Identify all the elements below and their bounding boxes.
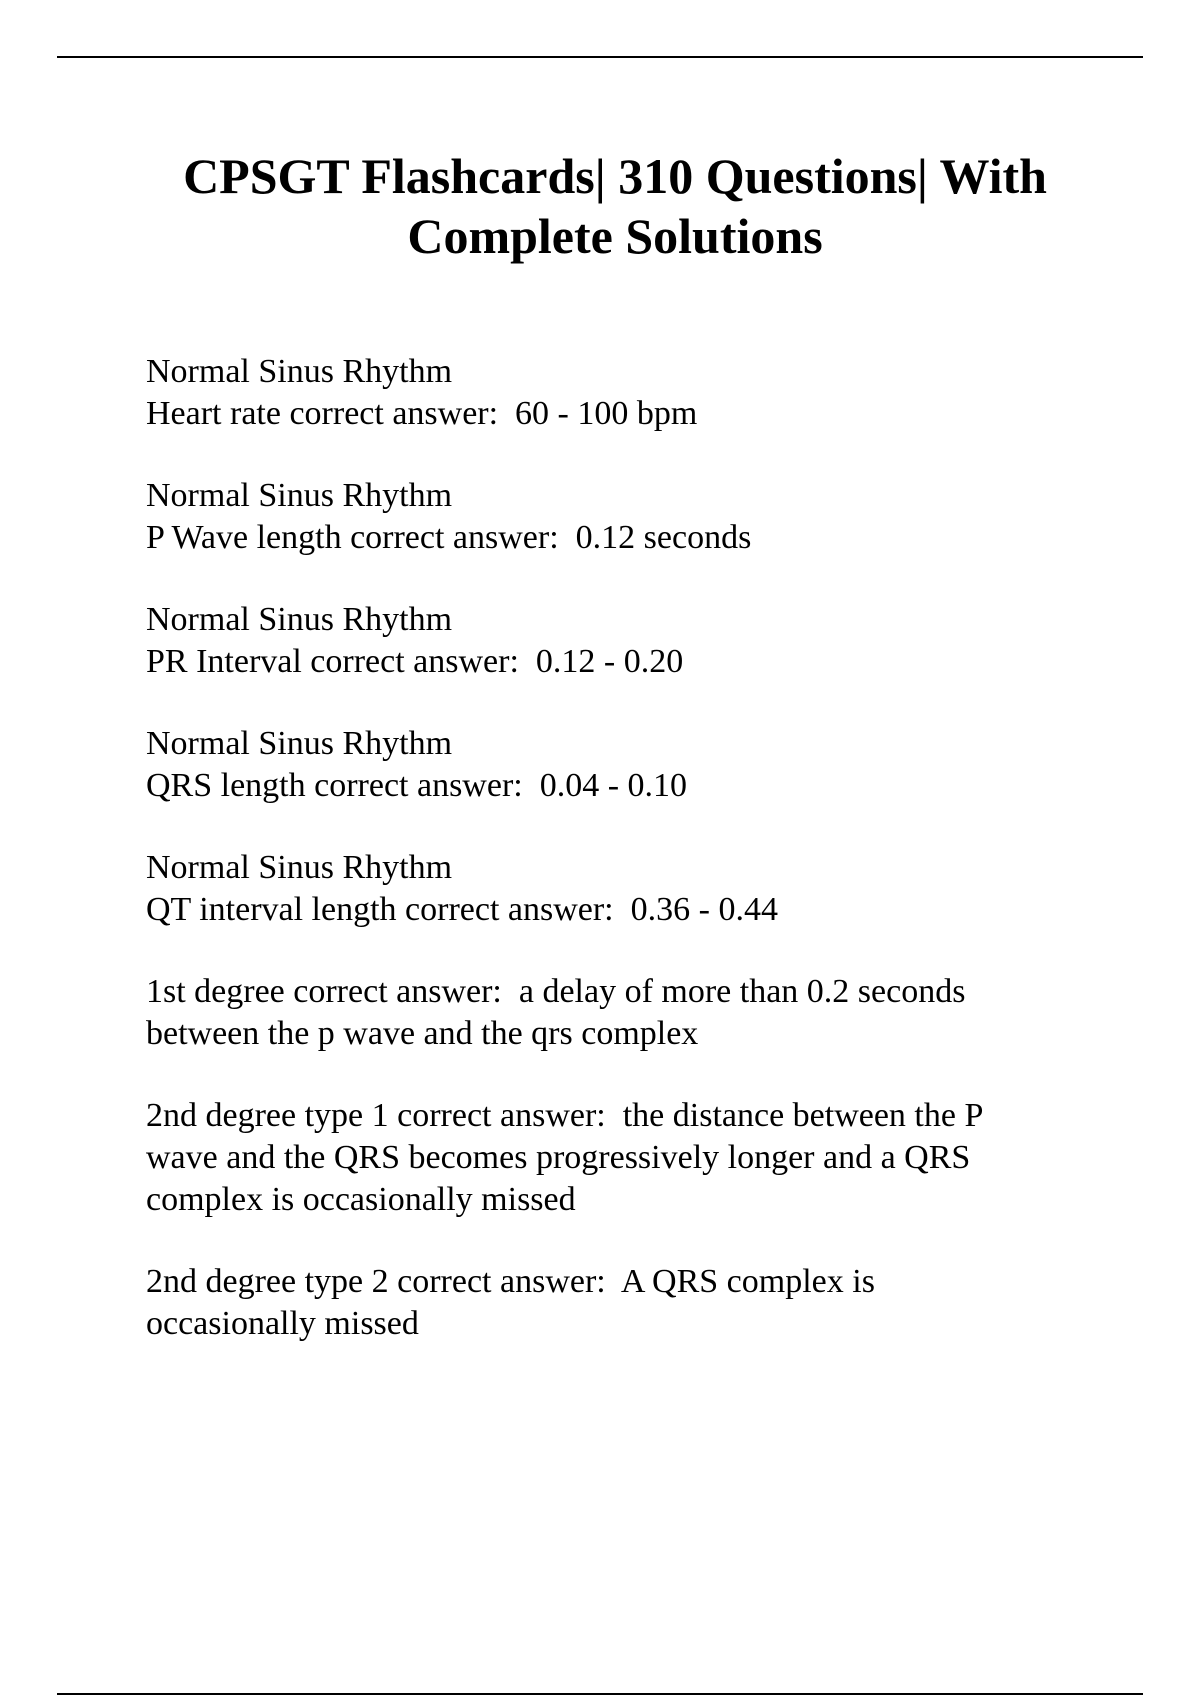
flashcard	[146, 1095, 1076, 1221]
flashcard-line: Normal Sinus Rhythm	[146, 725, 453, 762]
flashcard-line: QRS length correct answer: 0.04 - 0.10	[146, 767, 688, 804]
flashcard	[146, 1261, 1076, 1345]
top-rule	[57, 56, 1143, 58]
bottom-rule	[57, 1693, 1143, 1695]
title-line-2: Complete Solutions	[407, 208, 823, 264]
flashcard-list	[146, 351, 1076, 1385]
flashcard-line: 2nd degree type 1 correct answer: the distance between the P	[146, 1097, 984, 1134]
flashcard-line: Normal Sinus Rhythm	[146, 849, 453, 886]
flashcard-line: Normal Sinus Rhythm	[146, 601, 453, 638]
flashcard	[146, 351, 1076, 435]
flashcard-line: PR Interval correct answer: 0.12 - 0.20	[146, 643, 684, 680]
document-title	[120, 146, 1110, 266]
flashcard	[146, 723, 1076, 807]
flashcard	[146, 847, 1076, 931]
title-line-1: CPSGT Flashcards| 310 Questions| With	[183, 148, 1047, 204]
flashcard-line: P Wave length correct answer: 0.12 seconds	[146, 519, 752, 556]
flashcard-line: occasionally missed	[146, 1305, 419, 1342]
flashcard-line: between the p wave and the qrs complex	[146, 1015, 699, 1052]
flashcard-line: complex is occasionally missed	[146, 1181, 576, 1218]
flashcard	[146, 475, 1076, 559]
flashcard-line: Normal Sinus Rhythm	[146, 353, 453, 390]
flashcard-line: wave and the QRS becomes progressively longer and a QRS	[146, 1139, 971, 1176]
flashcard-line: QT interval length correct answer: 0.36 - 0.44	[146, 891, 778, 928]
flashcard-line: 1st degree correct answer: a delay of more than 0.2 seconds	[146, 973, 966, 1010]
flashcard	[146, 971, 1076, 1055]
flashcard-line: Normal Sinus Rhythm	[146, 477, 453, 514]
flashcard	[146, 599, 1076, 683]
flashcard-line: Heart rate correct answer: 60 - 100 bpm	[146, 395, 698, 432]
flashcard-line: 2nd degree type 2 correct answer: A QRS complex is	[146, 1263, 875, 1300]
